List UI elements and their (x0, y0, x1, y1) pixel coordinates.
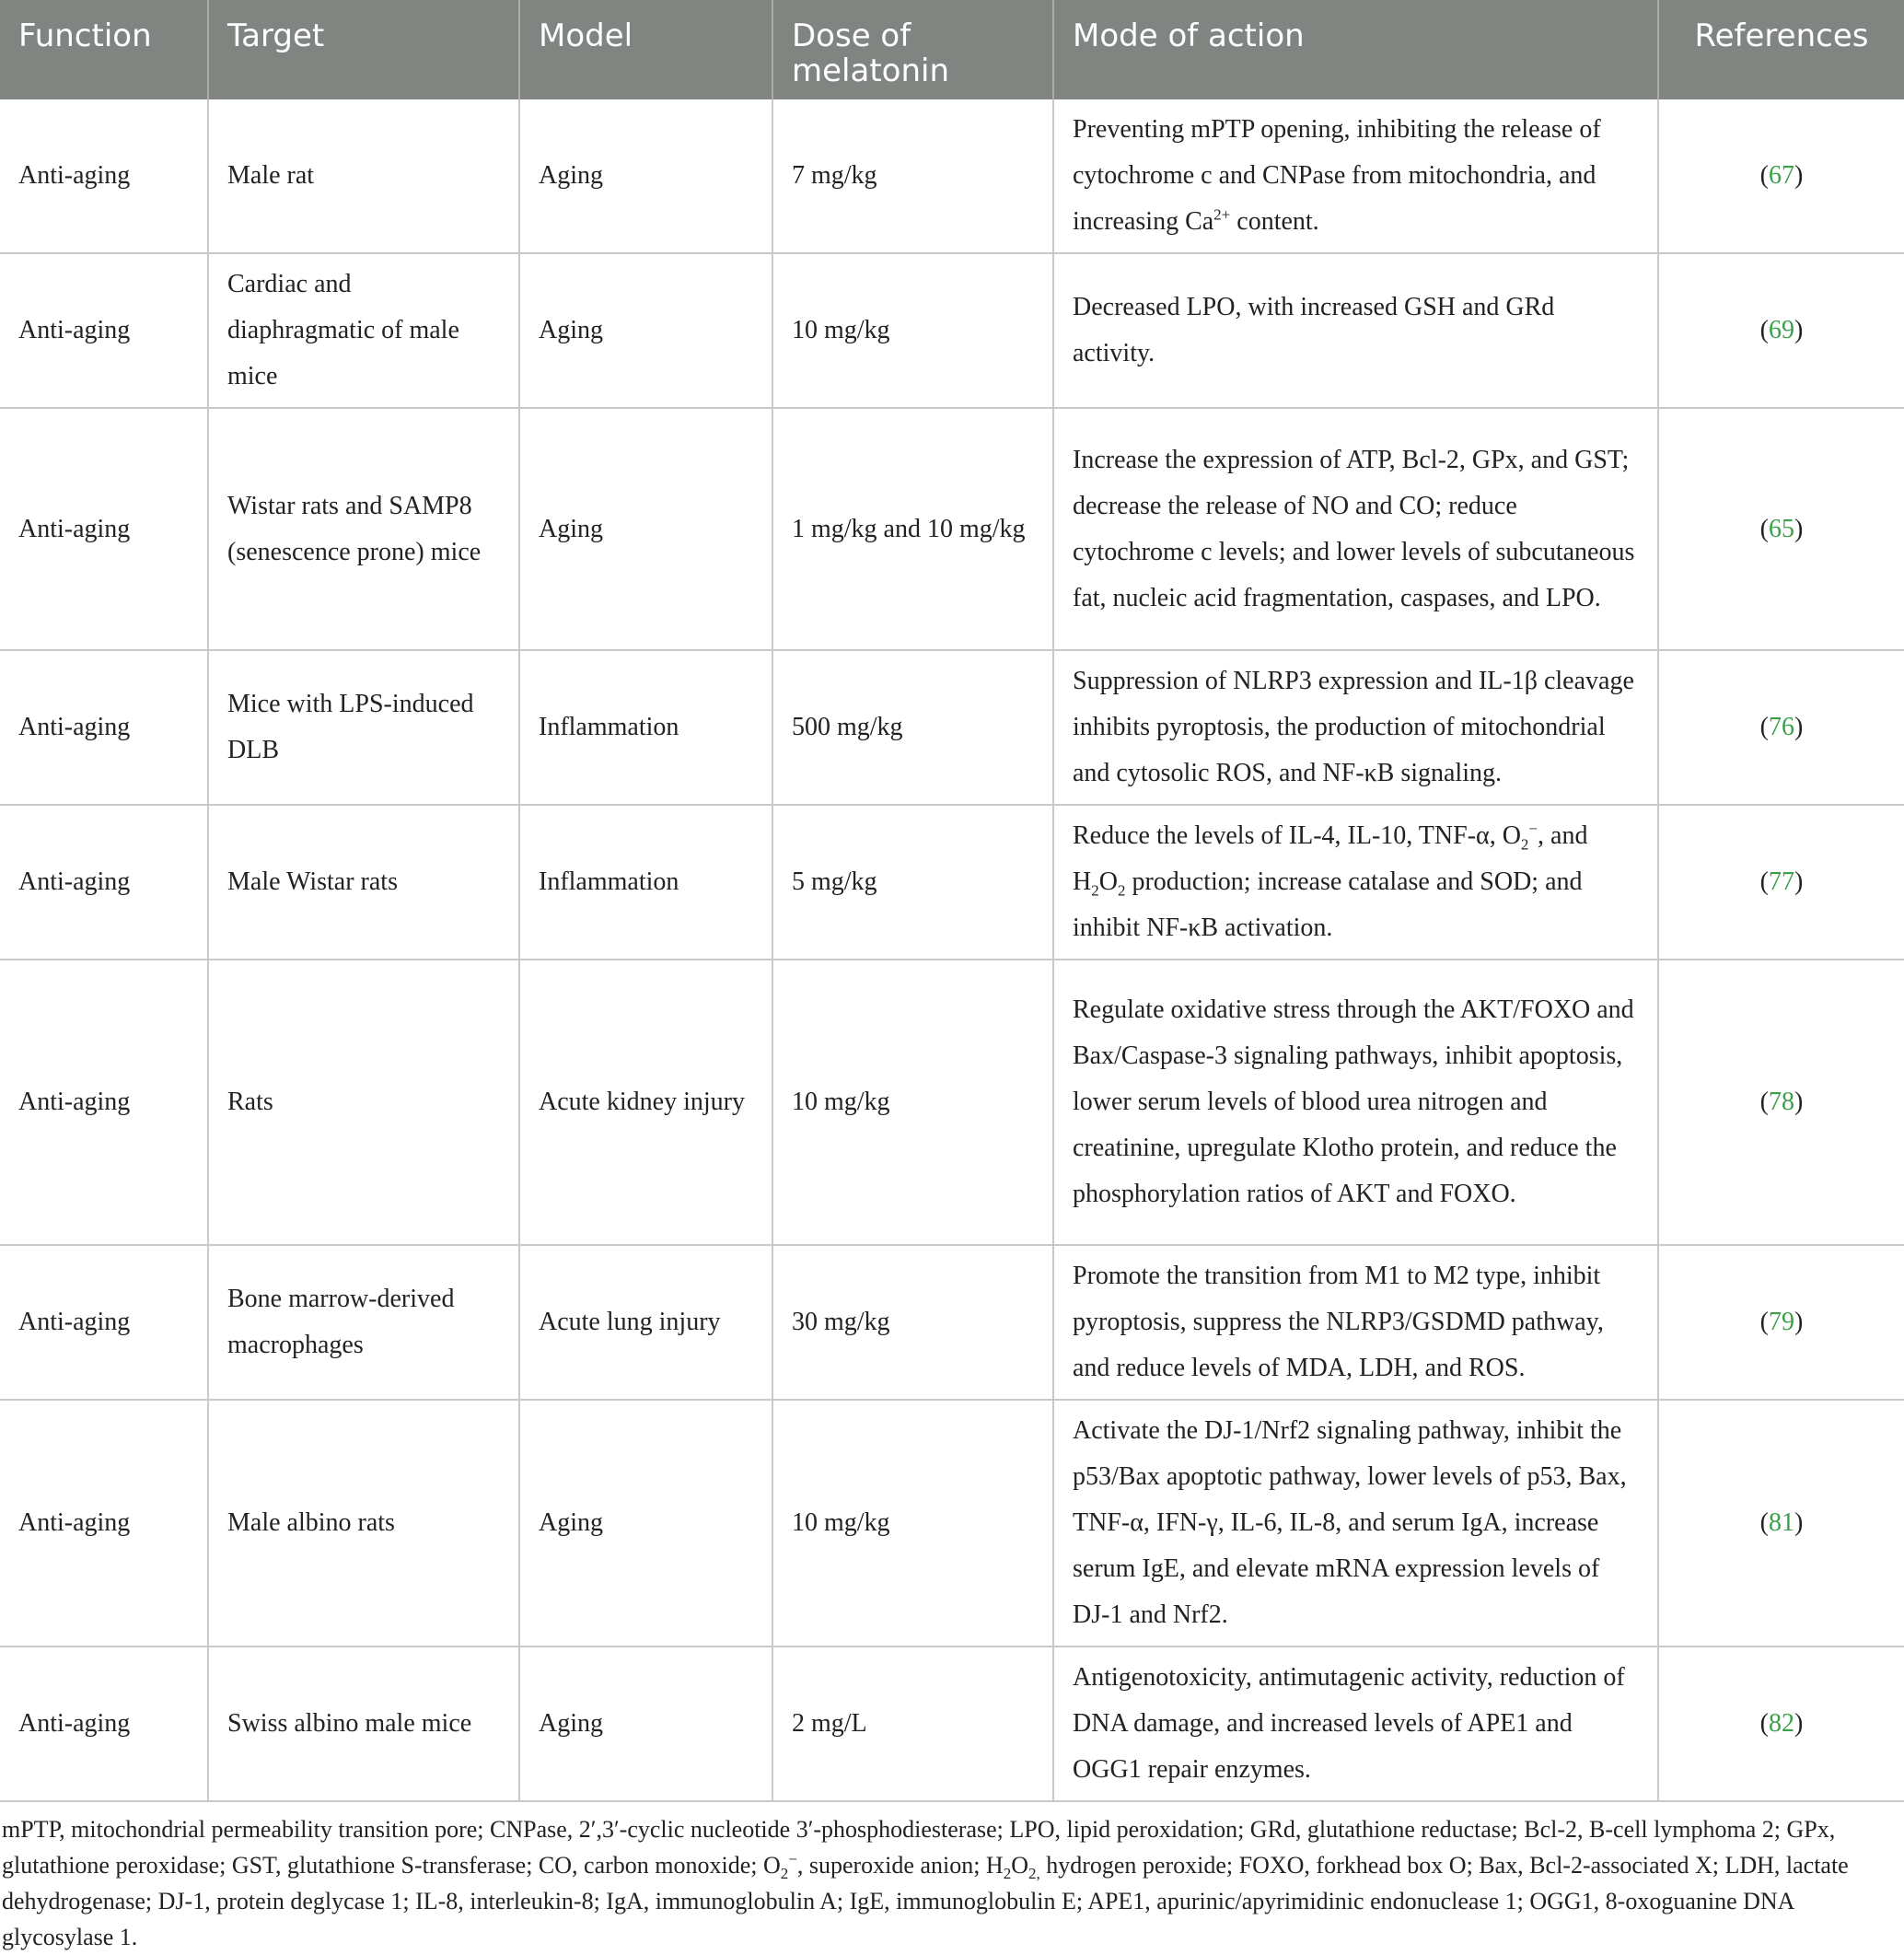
reference-link[interactable]: 65 (1769, 514, 1794, 543)
mode-of-action-cell: Preventing mPTP opening, inhibiting the release of cytochrome c and CNPase from mitochondria, and increasing $Ca^{2+}$ content. (1053, 99, 1658, 253)
mode-of-action-cell: Regulate oxidative stress through the AKT/FOXO and Bax/Caspase-3 signaling pathways, inhibit apoptosis, lower serum levels of blood urea nitrogen and creatinine, upregulate Klotho protein, and reduce the phosphorylation ratios of AKT and FOXO. (1053, 960, 1658, 1245)
target-cell: Male Wistar rats (208, 805, 519, 960)
reference-link[interactable]: 76 (1769, 713, 1794, 741)
function-cell: Anti-aging (0, 1400, 208, 1647)
model-cell: Aging (519, 408, 772, 650)
reference-cell: (76) (1658, 650, 1904, 805)
function-cell: Anti-aging (0, 1647, 208, 1801)
function-cell: Anti-aging (0, 99, 208, 253)
model-cell: Inflammation (519, 805, 772, 960)
dose-cell: 30 mg/kg (772, 1245, 1053, 1400)
target-cell: Mice with LPS-induced DLB (208, 650, 519, 805)
dose-cell: 10 mg/kg (772, 960, 1053, 1245)
table-row (0, 408, 1904, 650)
table-body (0, 99, 1904, 1801)
model-cell: Aging (519, 253, 772, 408)
reference-cell: (78) (1658, 960, 1904, 1245)
dose-cell: 10 mg/kg (772, 253, 1053, 408)
table-row (0, 1400, 1904, 1647)
function-cell: Anti-aging (0, 1245, 208, 1400)
dose-cell: 500 mg/kg (772, 650, 1053, 805)
reference-link[interactable]: 79 (1769, 1308, 1794, 1336)
target-cell: Male rat (208, 99, 519, 253)
table-footnote: mPTP, mitochondrial permeability transition pore; CNPase, 2′,3′-cyclic nucleotide 3′-phosphodiesterase; LPO, lipid peroxidation; GRd, glutathione reductase; Bcl-2, B-cell lymphoma 2; GPx, glutathione peroxidase; GST, glutathione S-transferase; CO, carbon monoxide; $O_2^-$, superoxide anion; $H_2O_{2,}$ hydrogen peroxide; FOXO, forkhead box O; Bax, Bcl-2-associated X; LDH, lactate dehydrogenase; DJ-1, protein deglycase 1; IL-8, interleukin-8; IgA, immunoglobulin A; IgE, immunoglobulin E; APE1, apurinic/apyrimidinic endonuclease 1; OGG1, 8-oxoguanine DNA glycosylase 1. (2, 1816, 1849, 1950)
mode-of-action-cell: Promote the transition from M1 to M2 type, inhibit pyroptosis, suppress the NLRP3/GSDMD pathway, and reduce levels of MDA, LDH, and ROS. (1053, 1245, 1658, 1400)
reference-cell: (82) (1658, 1647, 1904, 1801)
function-cell: Anti-aging (0, 253, 208, 408)
dose-cell: 5 mg/kg (772, 805, 1053, 960)
reference-link[interactable]: 67 (1769, 161, 1794, 190)
dose-cell: 1 mg/kg and 10 mg/kg (772, 408, 1053, 650)
model-cell: Acute lung injury (519, 1245, 772, 1400)
target-cell: Swiss albino male mice (208, 1647, 519, 1801)
target-cell: Bone marrow-derived macrophages (208, 1245, 519, 1400)
dose-cell: 10 mg/kg (772, 1400, 1053, 1647)
table-row (0, 650, 1904, 805)
table-row (0, 960, 1904, 1245)
function-cell: Anti-aging (0, 960, 208, 1245)
table-row (0, 253, 1904, 408)
function-cell: Anti-aging (0, 408, 208, 650)
table-row (0, 805, 1904, 960)
reference-cell: (81) (1658, 1400, 1904, 1647)
table-row (0, 1245, 1904, 1400)
target-cell: Rats (208, 960, 519, 1245)
reference-link[interactable]: 82 (1769, 1709, 1794, 1738)
reference-link[interactable]: 81 (1769, 1508, 1794, 1537)
mode-of-action-cell: Increase the expression of ATP, Bcl-2, GPx, and GST; decrease the release of NO and CO; reduce cytochrome c levels; and lower levels of subcutaneous fat, nucleic acid fragmentation, caspases, and LPO. (1053, 408, 1658, 650)
header-mode-of-action: Mode of action (1053, 0, 1658, 99)
dose-cell: 2 mg/L (772, 1647, 1053, 1801)
table-row (0, 1647, 1904, 1801)
mode-of-action-cell: Reduce the levels of IL-4, IL-10, TNF-α, $O_2^-$, and $H_2O_2$ production; increase catalase and SOD; and inhibit NF-κB activation. (1053, 805, 1658, 960)
model-cell: Aging (519, 99, 772, 253)
reference-cell: (65) (1658, 408, 1904, 650)
mode-of-action-cell: Antigenotoxicity, antimutagenic activity, reduction of DNA damage, and increased levels of APE1 and OGG1 repair enzymes. (1053, 1647, 1658, 1801)
mode-of-action-cell: Suppression of NLRP3 expression and IL-1β cleavage inhibits pyroptosis, the production of mitochondrial and cytosolic ROS, and NF-κB signaling. (1053, 650, 1658, 805)
model-cell: Aging (519, 1400, 772, 1647)
header-model: Model (519, 0, 772, 99)
header-target: Target (208, 0, 519, 99)
reference-cell: (67) (1658, 99, 1904, 253)
function-cell: Anti-aging (0, 650, 208, 805)
target-cell: Cardiac and diaphragmatic of male mice (208, 253, 519, 408)
mode-of-action-cell: Decreased LPO, with increased GSH and GRd activity. (1053, 253, 1658, 408)
header-function: Function (0, 0, 208, 99)
header-row (0, 0, 1904, 99)
reference-cell: (77) (1658, 805, 1904, 960)
mode-of-action-cell: Activate the DJ-1/Nrf2 signaling pathway, inhibit the p53/Bax apoptotic pathway, lower levels of p53, Bax, TNF-α, IFN-γ, IL-6, IL-8, and serum IgA, increase serum IgE, and elevate mRNA expression levels of DJ-1 and Nrf2. (1053, 1400, 1658, 1647)
header-dose: Dose of melatonin (772, 0, 1053, 99)
model-cell: Aging (519, 1647, 772, 1801)
header-references: References (1658, 0, 1904, 99)
model-cell: Acute kidney injury (519, 960, 772, 1245)
function-cell: Anti-aging (0, 805, 208, 960)
model-cell: Inflammation (519, 650, 772, 805)
reference-cell: (79) (1658, 1245, 1904, 1400)
target-cell: Wistar rats and SAMP8 (senescence prone) mice (208, 408, 519, 650)
target-cell: Male albino rats (208, 1400, 519, 1647)
reference-link[interactable]: 78 (1769, 1088, 1794, 1116)
reference-link[interactable]: 77 (1769, 867, 1794, 896)
dose-cell: 7 mg/kg (772, 99, 1053, 253)
reference-cell: (69) (1658, 253, 1904, 408)
table-row (0, 99, 1904, 253)
reference-link[interactable]: 69 (1769, 316, 1794, 344)
